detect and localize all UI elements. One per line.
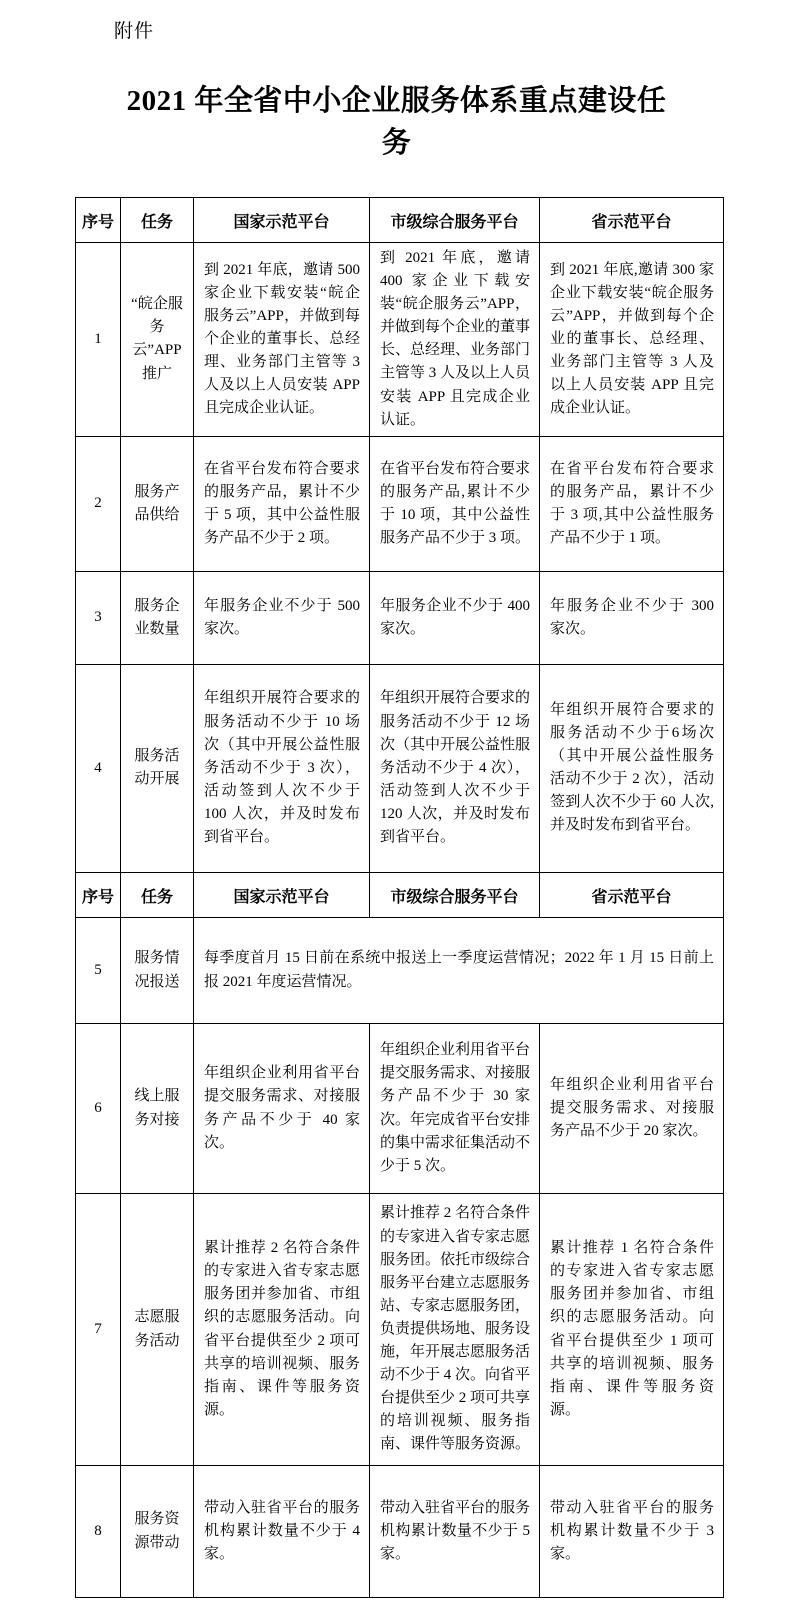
row-number-cell: 7 bbox=[76, 1194, 121, 1466]
national-platform-cell: 带动入驻省平台的服务机构累计数量不少于 4 家。 bbox=[194, 1466, 370, 1598]
provincial-platform-cell: 年组织开展符合要求的服务活动不少于6场次（其中开展公益性服务活动不少于 2 次），活动签到人次不少于 60 人次,并及时发布到省平台。 bbox=[540, 664, 724, 872]
municipal-platform-cell: 到 2021 年底，邀请 400 家企业下载安装“皖企服务云”APP，并做到每个企业的董事长、总经理、业务部门主管等 3 人及以上人员安装 APP 且完成企业认证。 bbox=[370, 243, 540, 437]
table-row bbox=[76, 243, 724, 437]
national-platform-cell: 年组织开展符合要求的服务活动不少于 10 场次（其中开展公益性服务活动不少于 3 次），活动签到人次不少于 100 人次，并及时发布到省平台。 bbox=[194, 664, 370, 872]
column-header-national: 国家示范平台 bbox=[194, 198, 370, 243]
municipal-platform-cell: 带动入驻省平台的服务机构累计数量不少于 5 家。 bbox=[370, 1466, 540, 1598]
column-header-task: 任务 bbox=[121, 198, 194, 243]
column-header-no: 序号 bbox=[76, 198, 121, 243]
municipal-platform-cell: 在省平台发布符合要求的服务产品,累计不少于 10 项，其中公益性服务产品不少于 3 项。 bbox=[370, 436, 540, 571]
tasks-table-section-2 bbox=[75, 872, 724, 1598]
task-name-cell: 服务资源带动 bbox=[121, 1466, 194, 1598]
table-row bbox=[76, 664, 724, 872]
table-row bbox=[76, 1024, 724, 1194]
national-platform-cell: 年组织企业利用省平台提交服务需求、对接服务产品不少于 40 家次。 bbox=[194, 1024, 370, 1194]
provincial-platform-cell: 到 2021 年底,邀请 300 家企业下载安装“皖企服务云”APP，并做到每个企业的董事长、总经理、业务部门主管等 3 人及以上人员安装 APP 且完成企业认证。 bbox=[540, 243, 724, 437]
row-number-cell: 1 bbox=[76, 243, 121, 437]
task-name-cell: 志愿服务活动 bbox=[121, 1194, 194, 1466]
column-header-municipal: 市级综合服务平台 bbox=[370, 873, 540, 918]
row-number-cell: 5 bbox=[76, 918, 121, 1024]
attachment-label: 附件 bbox=[114, 21, 155, 42]
document-title-wrap bbox=[0, 80, 793, 164]
tasks-table-section-1 bbox=[75, 197, 724, 873]
column-header-no: 序号 bbox=[76, 873, 121, 918]
column-header-national: 国家示范平台 bbox=[194, 873, 370, 918]
column-header-provincial: 省示范平台 bbox=[540, 873, 724, 918]
document-title: 2021 年全省中小企业服务体系重点建设任务 bbox=[126, 85, 667, 160]
municipal-platform-cell: 年组织企业利用省平台提交服务需求、对接服务产品不少于 30 家次。年完成省平台安排的集中需求征集活动不少于 5 次。 bbox=[370, 1024, 540, 1194]
provincial-platform-cell: 在省平台发布符合要求的服务产品，累计不少于 3 项,其中公益性服务产品不少于 1 项。 bbox=[540, 436, 724, 571]
table-row bbox=[76, 571, 724, 664]
municipal-platform-cell: 年组织开展符合要求的服务活动不少于 12 场次（其中开展公益性服务活动不少于 4 次），活动签到人次不少于 120 人次，并及时发布到省平台。 bbox=[370, 664, 540, 872]
task-name-cell: “皖企服务云”APP推广 bbox=[121, 243, 194, 437]
table-header-row bbox=[76, 873, 724, 918]
provincial-platform-cell: 累计推荐 1 名符合条件的专家进入省专家志愿服务团并参加省、市组织的志愿服务活动。向省平台提供至少 1 项可共享的培训视频、服务指南、课件等服务资源。 bbox=[540, 1194, 724, 1466]
table-header-row bbox=[76, 198, 724, 243]
row-number-cell: 6 bbox=[76, 1024, 121, 1194]
national-platform-cell: 年服务企业不少于 500 家次。 bbox=[194, 571, 370, 664]
row-number-cell: 3 bbox=[76, 571, 121, 664]
task-name-cell: 服务企业数量 bbox=[121, 571, 194, 664]
row-number-cell: 8 bbox=[76, 1466, 121, 1598]
provincial-platform-cell: 年组织企业利用省平台提交服务需求、对接服务产品不少于 20 家次。 bbox=[540, 1024, 724, 1194]
municipal-platform-cell: 年服务企业不少于 400 家次。 bbox=[370, 571, 540, 664]
provincial-platform-cell: 带动入驻省平台的服务机构累计数量不少于 3 家。 bbox=[540, 1466, 724, 1598]
row-number-cell: 2 bbox=[76, 436, 121, 571]
column-header-provincial: 省示范平台 bbox=[540, 198, 724, 243]
national-platform-cell: 在省平台发布符合要求的服务产品，累计不少于 5 项，其中公益性服务产品不少于 2 项。 bbox=[194, 436, 370, 571]
municipal-platform-cell: 累计推荐 2 名符合条件的专家进入省专家志愿服务团。依托市级综合服务平台建立志愿服务站、专家志愿服务团，负责提供场地、服务设施，年开展志愿服务活动不少于 4 次。向省平台提供至少 2 项可共享的培训视频、服务指南、课件等服务资源。 bbox=[370, 1194, 540, 1466]
task-name-cell: 服务产品供给 bbox=[121, 436, 194, 571]
column-header-task: 任务 bbox=[121, 873, 194, 918]
table-row bbox=[76, 1466, 724, 1598]
national-platform-cell: 到 2021 年底，邀请 500 家企业下载安装“皖企服务云”APP，并做到每个企业的董事长、总经理、业务部门主管等 3 人及以上人员安装 APP 且完成企业认证。 bbox=[194, 243, 370, 437]
row-number-cell: 4 bbox=[76, 664, 121, 872]
merged-platform-cell: 每季度首月 15 日前在系统中报送上一季度运营情况；2022 年 1 月 15 日前上报 2021 年度运营情况。 bbox=[194, 918, 724, 1024]
provincial-platform-cell: 年服务企业不少于 300 家次。 bbox=[540, 571, 724, 664]
table-row bbox=[76, 918, 724, 1024]
table-row bbox=[76, 1194, 724, 1466]
column-header-municipal: 市级综合服务平台 bbox=[370, 198, 540, 243]
national-platform-cell: 累计推荐 2 名符合条件的专家进入省专家志愿服务团并参加省、市组织的志愿服务活动。向省平台提供至少 2 项可共享的培训视频、服务指南、课件等服务资源。 bbox=[194, 1194, 370, 1466]
task-name-cell: 服务活动开展 bbox=[121, 664, 194, 872]
table-row bbox=[76, 436, 724, 571]
task-name-cell: 线上服务对接 bbox=[121, 1024, 194, 1194]
task-name-cell: 服务情况报送 bbox=[121, 918, 194, 1024]
